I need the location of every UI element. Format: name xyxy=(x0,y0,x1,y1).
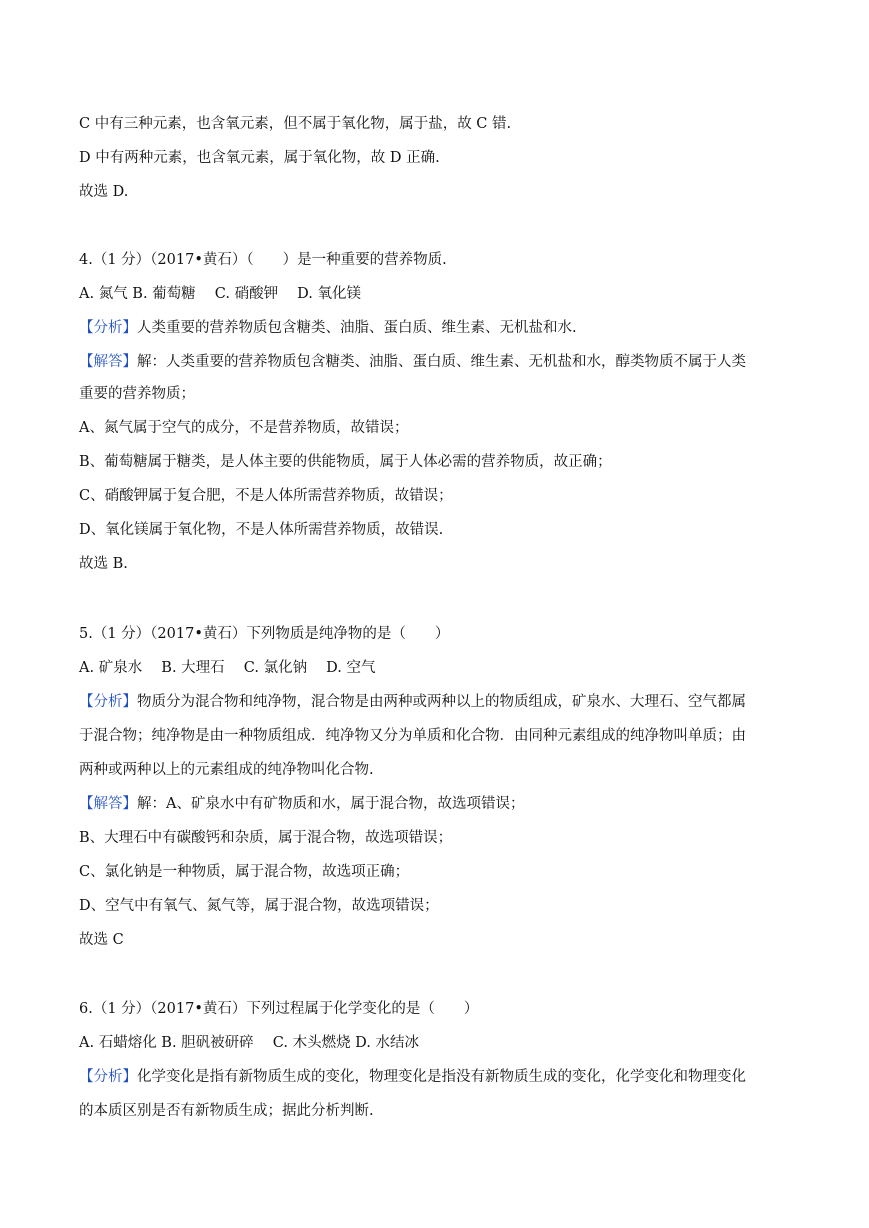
q6-stem: 6.（1 分）（2017•黄石）下列过程属于化学变化的是（ ） xyxy=(79,1001,479,1017)
analysis-label: 【分析】 xyxy=(79,320,137,336)
q6-analysis-text: 化学变化是指有新物质生成的变化，物理变化是指没有新物质生成的变化，化学变化和物理变化 xyxy=(137,1069,746,1085)
q4-stem: 4.（1 分）（2017•黄石）（ ）是一种重要的营养物质. xyxy=(79,252,447,268)
analysis-label: 【分析】 xyxy=(79,1069,137,1085)
q6-analysis-line-2: 的本质区别是否有新物质生成；据此分析判断. xyxy=(79,1103,374,1119)
q4-answer: 故选 B. xyxy=(79,556,128,572)
q6-analysis-line-1 xyxy=(79,1067,799,1087)
q4-options: A. 氮气 B. 葡萄糖 C. 硝酸钾 D. 氧化镁 xyxy=(79,286,362,302)
q5-option-c-explain: C、氯化钠是一种物质，属于混合物，故选项正确； xyxy=(79,864,410,880)
prev-line-c: C 中有三种元素，也含氧元素，但不属于氧化物，属于盐，故 C 错. xyxy=(79,116,512,132)
q4-option-c-explain: C、硝酸钾属于复合肥，不是人体所需营养物质，故错误； xyxy=(79,488,453,504)
prev-line-d: D 中有两种元素，也含氧元素，属于氧化物，故 D 正确. xyxy=(79,150,440,166)
q4-option-b-explain: B、葡萄糖属于糖类，是人体主要的供能物质，属于人体必需的营养物质，故正确； xyxy=(79,454,612,470)
q5-answer: 故选 C xyxy=(79,932,124,948)
q5-stem: 5.（1 分）（2017•黄石）下列物质是纯净物的是（ ） xyxy=(79,626,450,642)
q4-solution-line-1 xyxy=(79,352,799,372)
q4-option-a-explain: A、氮气属于空气的成分，不是营养物质，故错误； xyxy=(79,420,409,436)
solution-label: 【解答】 xyxy=(79,796,137,812)
q5-option-b-explain: B、大理石中有碳酸钙和杂质，属于混合物，故选项错误； xyxy=(79,830,453,846)
q4-analysis xyxy=(79,318,799,338)
q5-analysis-line-2: 于混合物；纯净物是由一种物质组成．纯净物又分为单质和化合物．由同种元素组成的纯净物叫单质；由 xyxy=(79,728,746,744)
q4-solution-text: 解：人类重要的营养物质包含糖类、油脂、蛋白质、维生素、无机盐和水，醇类物质不属于人类 xyxy=(137,354,746,370)
solution-label: 【解答】 xyxy=(79,354,137,370)
q5-option-d-explain: D、空气中有氧气、氮气等，属于混合物，故选项错误； xyxy=(79,898,439,914)
q5-solution-line-1 xyxy=(79,794,799,814)
q5-analysis-line-1 xyxy=(79,692,799,712)
q5-solution-text: 解：A、矿泉水中有矿物质和水，属于混合物，故选项错误； xyxy=(137,796,525,812)
q4-analysis-text: 人类重要的营养物质包含糖类、油脂、蛋白质、维生素、无机盐和水. xyxy=(137,320,577,336)
analysis-label: 【分析】 xyxy=(79,694,137,710)
q5-options: A. 矿泉水 B. 大理石 C. 氯化钠 D. 空气 xyxy=(79,660,376,676)
q5-analysis-text: 物质分为混合物和纯净物，混合物是由两种或两种以上的物质组成，矿泉水、大理石、空气都属 xyxy=(137,694,746,710)
q4-solution-line-2: 重要的营养物质； xyxy=(79,386,195,402)
q4-option-d-explain: D、氧化镁属于氧化物，不是人体所需营养物质，故错误. xyxy=(79,522,444,538)
q5-analysis-line-3: 两种或两种以上的元素组成的纯净物叫化合物. xyxy=(79,762,374,778)
prev-answer: 故选 D. xyxy=(79,184,129,200)
q6-options: A. 石蜡熔化 B. 胆矾被研碎 C. 木头燃烧 D. 水结冰 xyxy=(79,1035,420,1051)
